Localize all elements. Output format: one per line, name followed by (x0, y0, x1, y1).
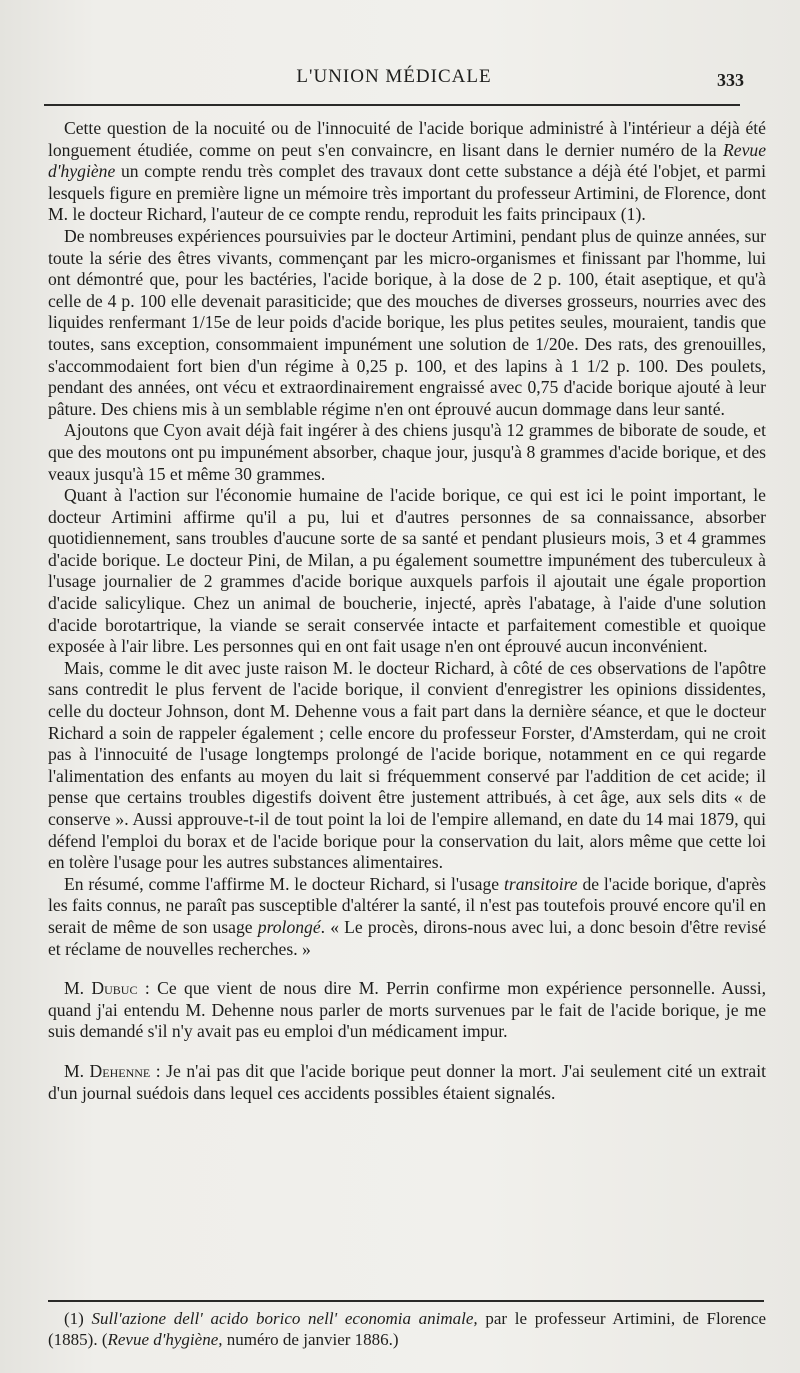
paragraph-2: De nombreuses expériences poursuivies par le docteur Artimini, pendant plus de quinze années, sur toute la série des êtres vivants, commençant par les micro-organismes et finissant par l'homme, lui ont démontré que, pour les bactéries, l'acide borique, à la dose de 2 p. 100, était aseptique, et qu'à celle de 4 p. 100 elle devenait parasiticide; que des mouches de diverses grosseurs, nourries avec des liquides renfermant 1/15e de leur poids d'acide borique, les plus petites seules, mouraient, tandis que toutes, sans exception, consommaient impunément une solution de 1/20e. Des rats, des grenouilles, s'accommodaient fort bien d'un régime à 0,25 p. 100, et des lapins à 1 1/2 p. 100. Des poulets, pendant des années, ont vécu et extraordinairement engraissé avec 0,75 d'acide borique ajouté à leur pâture. Des chiens mis à un semblable régime n'en ont éprouvé aucun dommage dans leur santé. (48, 225, 766, 419)
journal-title: Revue d'hygiène (48, 139, 767, 182)
footnote-journal: Revue d'hygiène, (107, 1330, 223, 1349)
footnote-text: par le professeur Artimini, de Florence (1885). ( (48, 1309, 767, 1349)
paragraph-1-rest: un compte rendu très complet des travaux dont cette substance a déjà été l'objet, et parmi lesquels figure en première ligne un mémoire très important du professeur Artimini, de Florence, dont M. le docteur Richard, l'auteur de ce compte rendu, reproduit les faits principaux (1). (48, 161, 766, 225)
paragraph-7-text: Ce que vient de nous dire M. Perrin confirme mon expérience personnelle. Aussi, quand j'ai entendu M. Dehenne nous parler de morts survenues par le fait de l'acide borique, je me suis demandé s'il n'y avait pas eu emploi d'un médicament impur. (48, 978, 766, 1042)
paragraph-6 (48, 874, 766, 960)
paragraph-3: Ajoutons que Cyon avait déjà fait ingérer à des chiens jusqu'à 12 grammes de biborate de soude, et que des moutons ont pu impunément absorber, chaque jour, jusqu'à 8 grammes d'acide borique, et des veaux jusqu'à 15 et même 30 grammes. (48, 420, 766, 484)
footnote-rule (48, 1300, 764, 1302)
footnote-work-title: Sull'azione dell' acido borico nell' economia animale, (91, 1309, 478, 1328)
page-header (48, 66, 744, 102)
paragraph-8-text: Je n'ai pas dit que l'acide borique peut donner la mort. J'ai seulement cité un extrait d'un journal suédois dans lequel ces accidents possibles étaient signalés. (48, 1060, 766, 1103)
paragraph-1-text: Cette question de la nocuité ou de l'innocuité de l'acide borique administré à l'intérieur a déjà été longuement étudiée, comme on peut s'en convaincre, en lisant dans le dernier numéro de la (48, 118, 766, 160)
speaker-dubuc: M. Dubuc : (64, 978, 150, 999)
paragraph-6-text-a: En résumé, comme l'affirme M. le docteur Richard, si l'usage (64, 873, 500, 894)
emphasis-prolonge: prolongé (257, 916, 321, 937)
article-body (48, 118, 766, 1104)
paragraph-6-text-c: . « Le procès, dirons-nous avec lui, a donc besoin d'être revisé et réclame de nouvelles recherches. » (48, 916, 767, 959)
paragraph-6-text-b: de l'acide borique, d'après les faits connus, ne paraît pas susceptible d'altérer la santé, il n'est pas toutefois prouvé encore qu'il en serait de même de son usage (48, 873, 766, 937)
footnote (48, 1308, 766, 1350)
page-number: 333 (717, 70, 744, 90)
paragraph-5: Mais, comme le dit avec juste raison M. le docteur Richard, à côté de ces observations de l'apôtre sans contredit le plus fervent de l'acide borique, il convient d'enregistrer les opinions dissidentes, celle du docteur Johnson, dont M. Dehenne vous a fait part dans la dernière séance, et que le docteur Richard a soin de rappeler également ; celle encore du professeur Forster, d'Amsterdam, qui ne croit pas à l'innocuité de l'usage longtemps prolongé de l'acide borique, notamment en ce qui regarde l'alimentation des enfants au moyen du lait si fréquemment conservé par l'addition de cet acide; il pense que certains troubles digestifs doivent être justement attribués, à cet âge, aux sels dits « de conserve ». Aussi approuve-t-il de tout point la loi de l'empire allemand, en date du 14 mai 1879, qui défend l'emploi du borax et de l'acide borique pour la conservation du lait, alors même que cette loi en tolère l'usage pour les autres substances alimentaires. (48, 657, 766, 873)
header-rule (44, 104, 740, 106)
paragraph-8 (48, 1061, 766, 1104)
paragraph-7 (48, 978, 766, 1043)
footnote-tail: numéro de janvier 1886.) (226, 1330, 399, 1349)
running-title: L'UNION MÉDICALE (296, 66, 492, 87)
speaker-dehenne: M. Dehenne : (64, 1060, 161, 1081)
paragraph-4: Quant à l'action sur l'économie humaine de l'acide borique, ce qui est ici le point important, le docteur Artimini affirme qu'il a pu, lui et d'autres personnes de sa connaissance, absorber quotidiennement, sans troubles d'aucune sorte de sa santé et pendant plusieurs mois, 3 et 4 grammes d'acide borique. Le docteur Pini, de Milan, a pu également soumettre impunément des tuberculeux à l'usage journalier de 2 grammes d'acide borique auxquels parfois il ajoutait une égale proportion d'acide salicylique. Chez un animal de boucherie, injecté, après l'abatage, à l'aide d'une solution d'acide borotartrique, la viande se serait conservée intacte et parfaitement comestible et quoique exposée à l'air libre. Les personnes qui en ont fait usage n'en ont éprouvé aucun inconvénient. (48, 485, 766, 657)
emphasis-transitoire: transitoire (503, 873, 578, 894)
footnote-marker: (1) (64, 1309, 84, 1328)
paragraph-1 (48, 118, 766, 226)
